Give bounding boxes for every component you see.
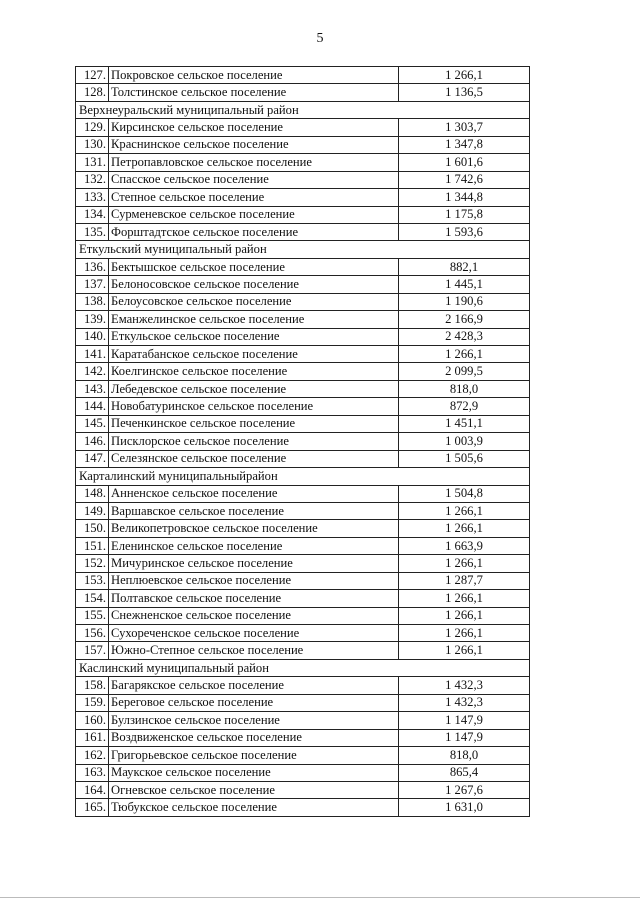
table-row — [76, 346, 530, 363]
table-row — [76, 485, 530, 502]
allocation-value: 1 003,9 — [399, 433, 530, 450]
row-number: 131. — [76, 154, 109, 171]
settlement-name: Толстинское сельское поселение — [109, 84, 399, 101]
row-number: 163. — [76, 764, 109, 781]
row-number: 151. — [76, 537, 109, 554]
row-number: 160. — [76, 712, 109, 729]
allocation-value: 1 175,8 — [399, 206, 530, 223]
settlement-name: Краснинское сельское поселение — [109, 136, 399, 153]
allocation-value: 1 136,5 — [399, 84, 530, 101]
settlement-name: Снежненское сельское поселение — [109, 607, 399, 624]
allocation-value: 818,0 — [399, 380, 530, 397]
settlement-name: Варшавское сельское поселение — [109, 502, 399, 519]
district-name: Карталинский муниципальныйрайон — [76, 468, 530, 485]
settlement-name: Еленинское сельское поселение — [109, 537, 399, 554]
table-row — [76, 119, 530, 136]
settlement-name: Каратабанское сельское поселение — [109, 346, 399, 363]
district-header-row — [76, 659, 530, 676]
settlement-name: Воздвиженское сельское поселение — [109, 729, 399, 746]
table-row — [76, 363, 530, 380]
settlement-name: Тюбукское сельское поселение — [109, 799, 399, 816]
row-number: 165. — [76, 799, 109, 816]
settlement-name: Григорьевское сельское поселение — [109, 747, 399, 764]
allocation-value: 1 593,6 — [399, 223, 530, 240]
table-row — [76, 276, 530, 293]
row-number: 142. — [76, 363, 109, 380]
row-number: 136. — [76, 258, 109, 275]
table-row — [76, 189, 530, 206]
settlement-name: Лебедевское сельское поселение — [109, 380, 399, 397]
table-row — [76, 590, 530, 607]
allocation-value: 818,0 — [399, 747, 530, 764]
settlement-name: Багарякское сельское поселение — [109, 677, 399, 694]
row-number: 129. — [76, 119, 109, 136]
row-number: 156. — [76, 625, 109, 642]
allocation-value: 872,9 — [399, 398, 530, 415]
settlement-name: Покровское сельское поселение — [109, 67, 399, 84]
row-number: 130. — [76, 136, 109, 153]
row-number: 152. — [76, 555, 109, 572]
row-number: 139. — [76, 311, 109, 328]
settlement-name: Селезянское сельское поселение — [109, 450, 399, 467]
allocation-value: 1 266,1 — [399, 555, 530, 572]
allocation-value: 1 451,1 — [399, 415, 530, 432]
allocation-value: 1 445,1 — [399, 276, 530, 293]
settlement-name: Степное сельское поселение — [109, 189, 399, 206]
table-row — [76, 415, 530, 432]
table-row — [76, 747, 530, 764]
row-number: 134. — [76, 206, 109, 223]
allocation-value: 1 266,1 — [399, 67, 530, 84]
settlement-name: Кирсинское сельское поселение — [109, 119, 399, 136]
table-row — [76, 136, 530, 153]
settlement-name: Спасское сельское поселение — [109, 171, 399, 188]
row-number: 159. — [76, 694, 109, 711]
row-number: 133. — [76, 189, 109, 206]
table-row — [76, 607, 530, 624]
allocation-value: 1 266,1 — [399, 590, 530, 607]
allocation-value: 1 601,6 — [399, 154, 530, 171]
row-number: 140. — [76, 328, 109, 345]
allocation-value: 882,1 — [399, 258, 530, 275]
row-number: 153. — [76, 572, 109, 589]
district-name: Верхнеуральский муниципальный район — [76, 101, 530, 118]
row-number: 135. — [76, 223, 109, 240]
allocation-value: 1 504,8 — [399, 485, 530, 502]
allocation-value: 1 347,8 — [399, 136, 530, 153]
row-number: 164. — [76, 781, 109, 798]
allocation-value: 1 190,6 — [399, 293, 530, 310]
table-row — [76, 781, 530, 798]
row-number: 132. — [76, 171, 109, 188]
settlement-name: Белоносовское сельское поселение — [109, 276, 399, 293]
table-row — [76, 729, 530, 746]
table-row — [76, 433, 530, 450]
row-number: 141. — [76, 346, 109, 363]
settlement-name: Неплюевское сельское поселение — [109, 572, 399, 589]
allocation-value: 1 267,6 — [399, 781, 530, 798]
table-row — [76, 677, 530, 694]
row-number: 161. — [76, 729, 109, 746]
bottom-divider — [0, 897, 640, 898]
allocation-value: 2 428,3 — [399, 328, 530, 345]
table-row — [76, 311, 530, 328]
settlement-name: Писклорское сельское поселение — [109, 433, 399, 450]
table-row — [76, 450, 530, 467]
settlement-name: Форштадтское сельское поселение — [109, 223, 399, 240]
row-number: 150. — [76, 520, 109, 537]
allocation-value: 1 266,1 — [399, 625, 530, 642]
settlement-name: Южно-Степное сельское поселение — [109, 642, 399, 659]
table-row — [76, 712, 530, 729]
allocation-value: 1 303,7 — [399, 119, 530, 136]
row-number: 127. — [76, 67, 109, 84]
row-number: 157. — [76, 642, 109, 659]
settlement-name: Еткульское сельское поселение — [109, 328, 399, 345]
row-number: 137. — [76, 276, 109, 293]
row-number: 154. — [76, 590, 109, 607]
allocation-value: 1 432,3 — [399, 677, 530, 694]
settlement-name: Еманжелинское сельское поселение — [109, 311, 399, 328]
table-row — [76, 537, 530, 554]
allocation-value: 2 099,5 — [399, 363, 530, 380]
row-number: 138. — [76, 293, 109, 310]
district-header-row — [76, 241, 530, 258]
table-row — [76, 625, 530, 642]
table-row — [76, 572, 530, 589]
allocation-value: 1 266,1 — [399, 502, 530, 519]
settlement-name: Мичуринское сельское поселение — [109, 555, 399, 572]
settlement-name: Великопетровское сельское поселение — [109, 520, 399, 537]
settlements-table — [75, 66, 530, 817]
allocation-value: 865,4 — [399, 764, 530, 781]
allocation-value: 1 663,9 — [399, 537, 530, 554]
table-row — [76, 555, 530, 572]
row-number: 144. — [76, 398, 109, 415]
row-number: 147. — [76, 450, 109, 467]
table-row — [76, 67, 530, 84]
allocation-value: 1 287,7 — [399, 572, 530, 589]
row-number: 155. — [76, 607, 109, 624]
allocation-value: 1 432,3 — [399, 694, 530, 711]
settlement-name: Булзинское сельское поселение — [109, 712, 399, 729]
row-number: 158. — [76, 677, 109, 694]
district-name: Каслинский муниципальный район — [76, 659, 530, 676]
table-row — [76, 154, 530, 171]
row-number: 143. — [76, 380, 109, 397]
table-row — [76, 293, 530, 310]
allocation-value: 1 631,0 — [399, 799, 530, 816]
allocation-value: 2 166,9 — [399, 311, 530, 328]
settlement-name: Полтавское сельское поселение — [109, 590, 399, 607]
district-header-row — [76, 468, 530, 485]
allocation-value: 1 266,1 — [399, 346, 530, 363]
settlement-name: Коелгинское сельское поселение — [109, 363, 399, 380]
row-number: 162. — [76, 747, 109, 764]
settlement-name: Сухореченское сельское поселение — [109, 625, 399, 642]
settlement-name: Петропавловское сельское поселение — [109, 154, 399, 171]
row-number: 145. — [76, 415, 109, 432]
settlement-name: Береговое сельское поселение — [109, 694, 399, 711]
row-number: 148. — [76, 485, 109, 502]
table-row — [76, 799, 530, 816]
allocation-value: 1 147,9 — [399, 729, 530, 746]
district-header-row — [76, 101, 530, 118]
settlement-name: Бектышское сельское поселение — [109, 258, 399, 275]
row-number: 149. — [76, 502, 109, 519]
row-number: 128. — [76, 84, 109, 101]
district-name: Еткульский муниципальный район — [76, 241, 530, 258]
settlement-name: Белоусовское сельское поселение — [109, 293, 399, 310]
table-row — [76, 258, 530, 275]
table-row — [76, 328, 530, 345]
allocation-value: 1 266,1 — [399, 607, 530, 624]
settlement-name: Маукское сельское поселение — [109, 764, 399, 781]
allocation-value: 1 344,8 — [399, 189, 530, 206]
table-row — [76, 84, 530, 101]
allocation-value: 1 266,1 — [399, 520, 530, 537]
allocation-value: 1 742,6 — [399, 171, 530, 188]
settlement-name: Новобатуринское сельское поселение — [109, 398, 399, 415]
page-number: 5 — [316, 31, 324, 46]
settlement-name: Печенкинское сельское поселение — [109, 415, 399, 432]
allocation-value: 1 266,1 — [399, 642, 530, 659]
table-row — [76, 171, 530, 188]
table-row — [76, 694, 530, 711]
settlement-name: Огневское сельское поселение — [109, 781, 399, 798]
settlement-name: Сурменевское сельское поселение — [109, 206, 399, 223]
allocation-value: 1 147,9 — [399, 712, 530, 729]
table-row — [76, 764, 530, 781]
row-number: 146. — [76, 433, 109, 450]
allocation-value: 1 505,6 — [399, 450, 530, 467]
table-row — [76, 206, 530, 223]
settlement-name: Анненское сельское поселение — [109, 485, 399, 502]
table-row — [76, 642, 530, 659]
table-row — [76, 380, 530, 397]
table-row — [76, 223, 530, 240]
table-row — [76, 502, 530, 519]
table-row — [76, 398, 530, 415]
table-row — [76, 520, 530, 537]
